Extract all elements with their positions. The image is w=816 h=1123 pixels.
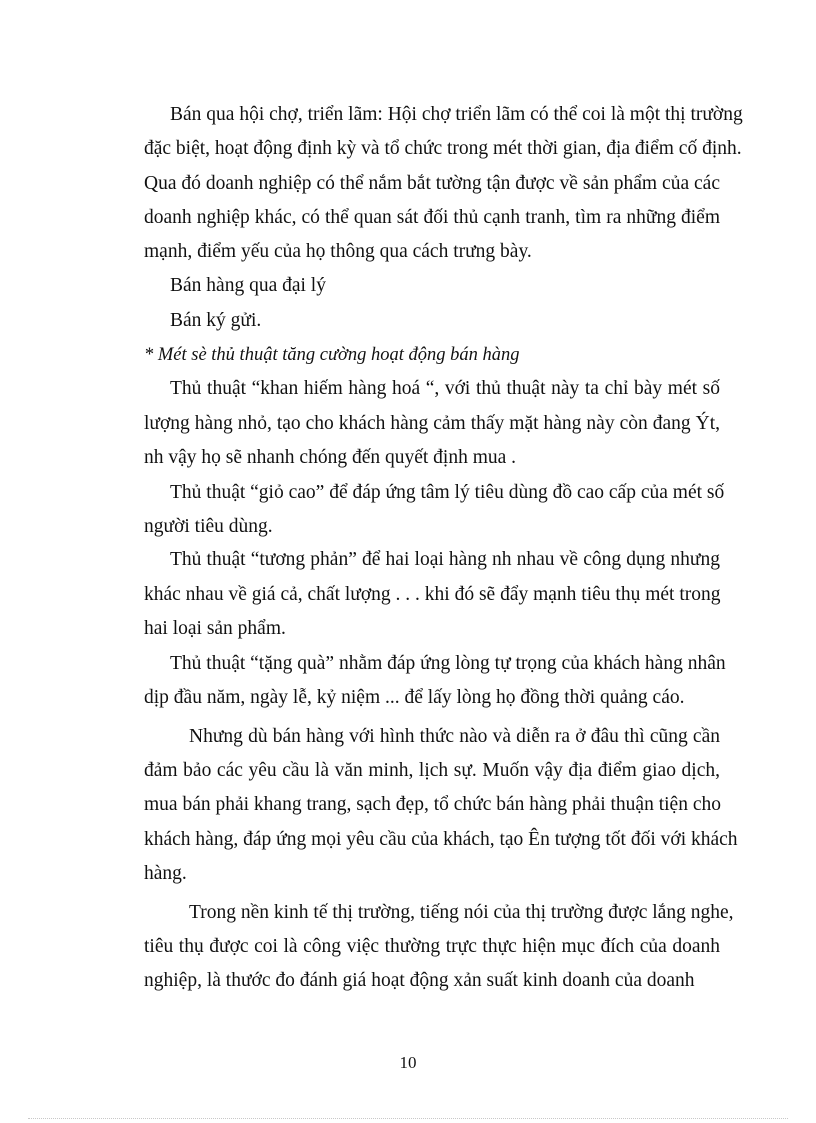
text-line: Thủ thuật “giỏ cao” để đáp ứng tâm lý tiêu dùng đồ cao cấp của mét số: [170, 482, 725, 503]
page-number: 10: [399, 1053, 417, 1072]
text-line: Thủ thuật “tặng quà” nhằm đáp ứng lòng tự trọng của khách hàng nhân: [170, 653, 726, 674]
text-line: Bán hàng qua đại lý: [170, 275, 326, 296]
text-line: hai loại sản phẩm.: [144, 618, 286, 639]
page-bottom-divider: [28, 1118, 788, 1119]
text-line: Bán qua hội chợ, triển lãm: Hội chợ triển lãm có thể coi là một thị trường: [170, 104, 743, 125]
text-line: nghiệp, là thước đo đánh giá hoạt động xản suất kinh doanh của doanh: [144, 970, 695, 991]
text-line: Trong nền kinh tế thị trường, tiếng nói của thị trường được lắng nghe,: [189, 902, 734, 923]
text-line: hàng.: [144, 863, 187, 884]
text-line: lượng hàng nhỏ, tạo cho khách hàng cảm thấy mặt hàng này còn đang Ýt,: [144, 413, 720, 434]
text-line: người tiêu dùng.: [144, 516, 273, 537]
section-heading: * Mét sè thủ thuật tăng cường hoạt động bán hàng: [144, 345, 520, 365]
text-line: Thủ thuật “tương phản” để hai loại hàng nh nhau về công dụng nhưng: [170, 549, 720, 570]
text-line: mua bán phải khang trang, sạch đẹp, tổ chức bán hàng phải thuận tiện cho: [144, 794, 721, 815]
text-line: Qua đó doanh nghiệp có thể nắm bắt tường tận được về sản phẩm của các: [144, 173, 720, 194]
text-line: khách hàng, đáp ứng mọi yêu cầu của khách, tạo Ên tượng tốt đối với khách: [144, 829, 738, 850]
text-line: đảm bảo các yêu cầu là văn minh, lịch sự. Muốn vậy địa điểm giao dịch,: [144, 760, 720, 781]
text-line: Nhưng dù bán hàng với hình thức nào và diễn ra ở đâu thì cũng cần: [189, 726, 720, 747]
text-line: Thủ thuật “khan hiếm hàng hoá “, với thủ thuật này ta chỉ bày mét số: [170, 378, 720, 399]
text-line: doanh nghiệp khác, có thể quan sát đối thủ cạnh tranh, tìm ra những điểm: [144, 207, 720, 228]
text-line: mạnh, điểm yếu của họ thông qua cách trưng bày.: [144, 241, 532, 262]
text-line: dịp đầu năm, ngày lễ, kỷ niệm ... để lấy lòng họ đồng thời quảng cáo.: [144, 687, 685, 708]
text-line: Bán ký gửi.: [170, 310, 262, 331]
text-line: tiêu thụ được coi là công việc thường trực thực hiện mục đích của doanh: [144, 936, 720, 957]
text-line: khác nhau về giá cả, chất lượng . . . khi đó sẽ đẩy mạnh tiêu thụ mét trong: [144, 584, 721, 605]
text-line: đặc biệt, hoạt động định kỳ và tổ chức trong mét thời gian, địa điểm cố định.: [144, 138, 742, 159]
text-line: nh vậy họ sẽ nhanh chóng đến quyết định mua .: [144, 447, 517, 468]
